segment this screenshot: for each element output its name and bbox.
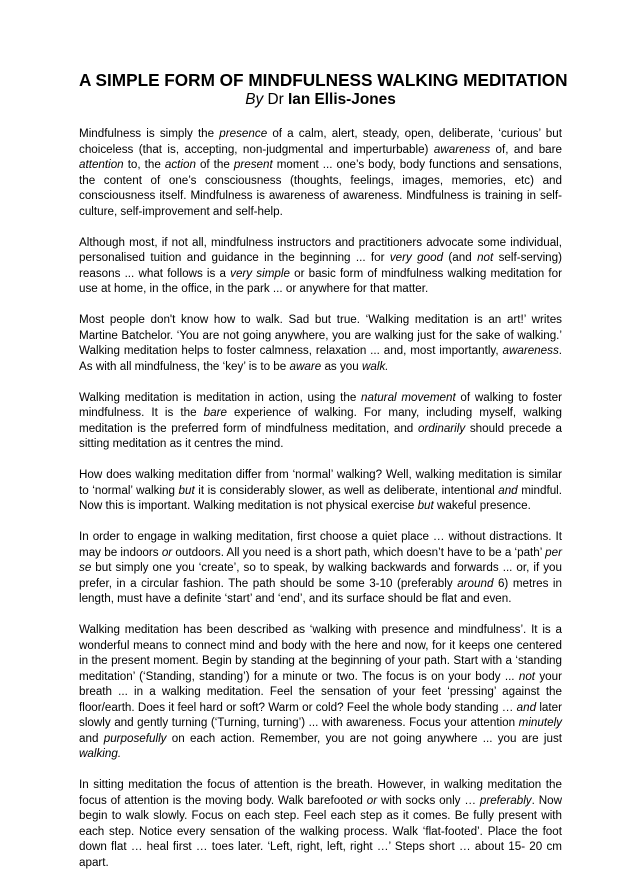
paragraph-text: Most people don't know how to walk. Sad but true. ‘Walking meditation is an art!’ writes Martine Batchelor. ‘You are not going anywhere, you are walking just for the sake of walking.’ Walking meditation helps to foster calmness, relaxation ... and, most importantly, [79, 313, 562, 357]
emphasis-text: but [417, 499, 434, 512]
emphasis-text: attention [79, 158, 124, 171]
emphasis-text: natural movement [361, 390, 456, 404]
paragraph-text: wakeful presence. [433, 499, 531, 512]
paragraph-text: it is considerably slower, as well as deliberate, intentional [194, 483, 499, 497]
paragraph-text: (and [443, 251, 478, 264]
author-byline [79, 90, 562, 109]
emphasis-text: not [477, 251, 494, 264]
paragraph-text: Mindfulness is simply the [79, 127, 220, 140]
paragraph-text: to, the [123, 158, 165, 171]
paragraph-text: Walking meditation is meditation in action, using the [79, 390, 362, 404]
paragraph-text: In order to engage in walking meditation, first choose a quiet place … without distractions. It may be indoors [79, 530, 562, 559]
emphasis-text: and [498, 483, 518, 497]
author-name: Ian Ellis-Jones [288, 91, 396, 108]
paragraph-text: later slowly and gently turning (‘Turning, turning’) ... with awareness. Focus your attention [79, 700, 562, 729]
emphasis-text: presence [219, 127, 268, 140]
emphasis-text: walk. [361, 359, 389, 373]
paragraph-text: 6) metres in length, must have a definite ‘start’ and ‘end’, and its surface should be flat and even. [79, 576, 562, 605]
paragraph-text: of, and bare [490, 142, 562, 156]
paragraph-text: Although most, if not all, mindfulness instructors and practitioners advocate some individual, personalised tuition and guidance in the beginning ... for [79, 235, 562, 264]
paragraph-text: self-serving) reasons ... what follows is a [79, 251, 562, 280]
emphasis-text: very good [389, 251, 444, 264]
body-paragraph [79, 126, 562, 219]
body-paragraph [79, 312, 562, 374]
body-paragraph [79, 777, 562, 870]
paragraph-text: . Now begin to walk slowly. Focus on each step. Feel each step as it comes. Be fully present with each step. Notice every sensation of the walking process. Walk ‘flat-footed’. Place the foot down flat … heal first … toes later. ‘Left, right, left, right …’ Steps short … about 15- 20 cm apart. [79, 793, 563, 869]
paragraph-text: Walking meditation has been described as ‘walking with presence and mindfulness’. It is a wonderful means to connect mind and body with the here and now, for it keeps one centered in the present moment. Begin by standing at the beginning of your path. Start with a ‘standing meditation’ (‘Standing, standing’) for a minute or two. The focus is on your body ... [79, 623, 562, 683]
paragraph-text: How does walking meditation differ from ‘normal’ walking? Well, walking meditation is similar to ‘normal’ walking [79, 468, 562, 497]
emphasis-text: walking. [79, 747, 122, 760]
body-paragraph [79, 529, 562, 607]
body-paragraph [79, 390, 562, 452]
emphasis-text: present [233, 158, 273, 171]
emphasis-text: but [178, 483, 195, 497]
emphasis-text: minutely [518, 716, 562, 729]
emphasis-text: preferably [479, 793, 532, 807]
author-honorific: Dr [267, 91, 284, 108]
paragraph-text: and [79, 731, 104, 745]
emphasis-text: per se [79, 545, 562, 574]
emphasis-text: awareness [502, 344, 559, 357]
emphasis-text: purposefully [103, 731, 167, 745]
paragraph-text: outdoors. All you need is a short path, which doesn’t have to be a ‘path’ [172, 545, 546, 559]
emphasis-text: or [161, 545, 173, 559]
paragraph-text: or basic form of mindfulness walking meditation for use at home, in the office, in the park ... or anywhere for that matter. [79, 266, 562, 295]
paragraph-text: as you [321, 359, 362, 373]
paragraph-text: mindful. Now this is important. Walking meditation is not physical exercise [79, 483, 562, 512]
paragraph-text: experience of walking. For many, including myself, walking meditation is the preferred form of mindfulness meditation, and [79, 406, 563, 435]
emphasis-text: or [366, 793, 378, 807]
body-paragraph [79, 467, 562, 514]
paragraph-text: but simply one you ‘create’, so to speak, by walking backwards and forwards ... or, if you prefer, in a circular fashion. The path should be some 3-10 (preferably [79, 561, 562, 590]
paragraph-text: moment ... one’s body, body functions and sensations, the content of one’s consciousness (thoughts, feelings, images, memories, etc) and consciousness itself. Mindfulness is awareness of awareness. Mindfulness is training in self-culture, self-improvement and self-help. [79, 158, 562, 218]
paragraph-text: In sitting meditation the focus of attention is the breath. However, in walking meditation the focus of attention is the moving body. Walk barefooted [79, 778, 562, 807]
emphasis-text: bare [203, 406, 227, 419]
paragraph-text: of a calm, alert, steady, open, deliberate, ‘curious’ but choiceless (that is, accepting, non-judgmental and imperturbable) [79, 127, 562, 156]
paragraph-text: on each action. Remember, you are not going anywhere ... you are just [166, 731, 563, 745]
paragraph-text: of the [195, 158, 234, 171]
emphasis-text: aware [289, 359, 322, 373]
body-paragraph [79, 235, 562, 297]
emphasis-text: ordinarily [417, 421, 466, 435]
byline-prefix: By [245, 91, 264, 108]
emphasis-text: and [516, 700, 537, 714]
emphasis-text: around [457, 576, 494, 590]
body-text [79, 126, 562, 870]
paragraph-text: with socks only … [377, 793, 480, 807]
paragraph-text: . As with all mindfulness, the ‘key’ is to be [79, 344, 562, 373]
document-title: A SIMPLE FORM OF MINDFULNESS WALKING MEDITATION [79, 70, 568, 90]
body-paragraph [79, 622, 562, 762]
emphasis-text: very simple [230, 266, 290, 280]
emphasis-text: not [518, 669, 536, 683]
paragraph-text: your breath ... in a walking meditation. Feel the sensation of your feet ‘pressing’ against the floor/earth. Does it feel hard or soft? Warm or cold? Feel the whole body standing … [79, 669, 562, 714]
emphasis-text: awareness [433, 142, 491, 156]
emphasis-text: action [164, 158, 196, 171]
paragraph-text: of walking to foster mindfulness. It is the [79, 390, 562, 419]
paragraph-text: should precede a sitting meditation as it centres the mind. [79, 421, 562, 450]
